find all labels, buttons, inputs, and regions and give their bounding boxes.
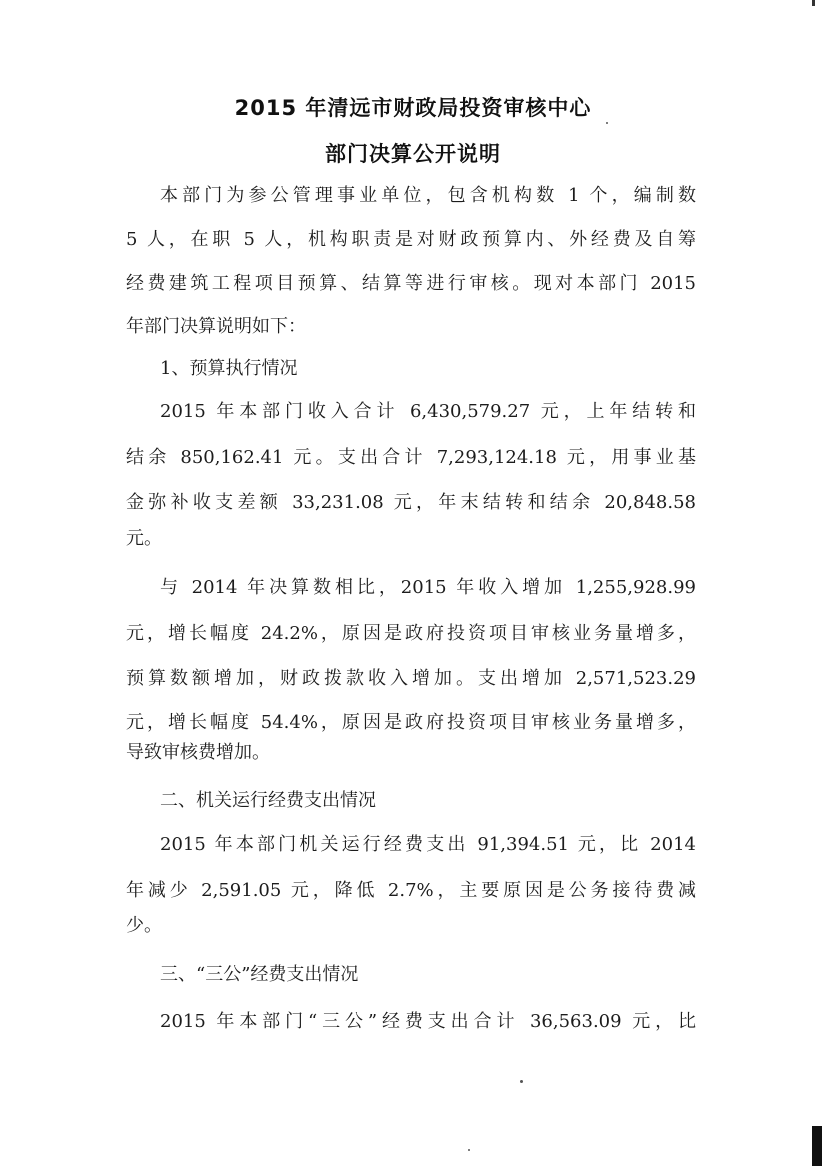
- section3-para-line-1: 2015 年本部门“三公”经费支出合计 36,563.09 元，比: [160, 1011, 696, 1032]
- section1-para2-line-5: 导致审核费增加。: [126, 742, 270, 763]
- section3-heading: 三、“三公”经费支出情况: [160, 964, 359, 985]
- section1-para1-line-3: 金弥补收支差额 33,231.08 元，年末结转和结余 20,848.58: [126, 492, 696, 513]
- section2-heading: 二、机关运行经费支出情况: [160, 790, 376, 811]
- intro-line-1: 本部门为参公管理事业单位，包含机构数 1 个，编制数: [160, 185, 696, 206]
- scan-speck: [606, 122, 608, 124]
- scan-edge-mark-top: [812, 0, 815, 6]
- document-title-line1: 2015 年清远市财政局投资审核中心: [234, 96, 592, 120]
- section1-para1-line-1: 2015 年本部门收入合计 6,430,579.27 元，上年结转和: [160, 401, 696, 422]
- scan-edge-mark-bottom: [812, 1126, 822, 1166]
- section2-para-line-1: 2015 年本部门机关运行经费支出 91,394.51 元，比 2014: [160, 834, 696, 855]
- section2-para-line-3: 少。: [126, 915, 162, 936]
- document-title-line2: 部门决算公开说明: [325, 142, 501, 166]
- intro-line-3: 经费建筑工程项目预算、结算等进行审核。现对本部门 2015: [126, 273, 696, 294]
- scan-speck: [468, 1149, 470, 1151]
- section1-para2-line-2: 元，增长幅度 24.2%，原因是政府投资项目审核业务量增多，: [126, 623, 696, 644]
- section1-heading: 1、预算执行情况: [160, 358, 298, 379]
- intro-line-2: 5 人，在职 5 人，机构职责是对财政预算内、外经费及自筹: [126, 229, 696, 250]
- section1-para1-line-2: 结余 850,162.41 元。支出合计 7,293,124.18 元，用事业基: [126, 447, 696, 468]
- section1-para2-line-4: 元，增长幅度 54.4%，原因是政府投资项目审核业务量增多，: [126, 712, 696, 733]
- section1-para2-line-3: 预算数额增加，财政拨款收入增加。支出增加 2,571,523.29: [126, 668, 696, 689]
- section1-para1-line-4: 元。: [126, 528, 162, 549]
- section1-para2-line-1: 与 2014 年决算数相比，2015 年收入增加 1,255,928.99: [160, 577, 696, 598]
- scan-speck: [520, 1080, 523, 1083]
- section2-para-line-2: 年减少 2,591.05 元，降低 2.7%，主要原因是公务接待费减: [126, 880, 696, 901]
- intro-line-4: 年部门决算说明如下：: [126, 316, 306, 337]
